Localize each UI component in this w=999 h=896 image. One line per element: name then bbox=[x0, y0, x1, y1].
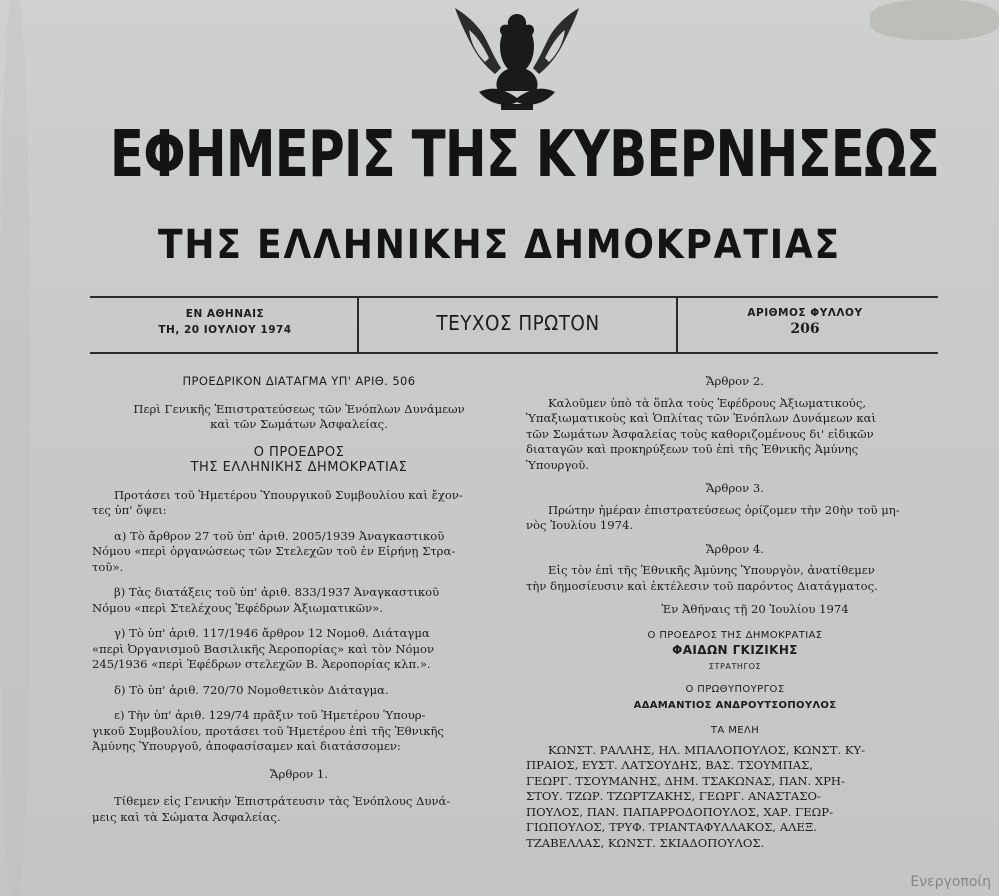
issue-date: ΤΗ, 20 ΙΟΥΛΙΟΥ 1974 bbox=[158, 324, 292, 336]
members-line: ΓΙΩΠΟΥΛΟΣ, ΤΡΥΦ. ΤΡΙΑΝΤΑΦΥΛΛΑΚΟΣ, ΑΛΕΞ. bbox=[526, 820, 817, 834]
sheet-number: 206 bbox=[790, 321, 820, 337]
item-line: «περὶ Ὀργανισμοῦ Βασιλικῆς Ἀεροπορίας» καὶ τὸν Νόμον bbox=[92, 641, 435, 656]
item-line: Ἀμύνης Ὑπουργοῦ, ἀποφασίσαμεν καὶ διατάσσομεν: bbox=[92, 739, 401, 753]
issue-bar-bottom-rule bbox=[90, 352, 938, 354]
issue-sheet bbox=[690, 305, 920, 337]
members-line: ΣΤΟΥ. ΤΖΩΡ. ΤΖΩΡΤΖΑΚΗΣ, ΓΕΩΡΓ. ΑΝΑΣΤΑΣΟ- bbox=[526, 789, 821, 803]
item-line: Νόμου «περὶ ὀργανώσεως τῶν Στελεχῶν τοῦ ἐν Εἰρήνῃ Στρα- bbox=[92, 544, 456, 558]
pm-name: ΑΔΑΜΑΝΤΙΟΣ ΑΝΔΡΟΥΤΣΟΠΟΥΛΟΣ bbox=[633, 699, 837, 711]
article-line: νὸς Ἰουλίου 1974. bbox=[526, 518, 634, 532]
item-line: Νόμου «περὶ Στελέχους Ἐφέδρων Ἀξιωματικῶν». bbox=[92, 600, 383, 615]
pm-title: Ο ΠΡΩΘΥΠΟΥΡΓΟΣ bbox=[685, 684, 785, 695]
article-line: Ὑπαξιωματικοὺς καὶ Ὁπλίτας τῶν Ἐνόπλων Δυνάμεων καὶ bbox=[526, 411, 876, 425]
place-date: Ἐν Ἀθήναις τῇ 20 Ἰουλίου 1974 bbox=[661, 602, 849, 616]
issue-bar-divider bbox=[357, 298, 359, 352]
item-line: α) Τὸ ἄρθρον 27 τοῦ ὑπ' ἀριθ. 2005/1939 Ἀναγκαστικοῦ bbox=[114, 528, 445, 543]
preamble-line: τες ὑπ' ὄψει: bbox=[92, 503, 167, 517]
members-line: ΚΩΝΣΤ. ΡΑΛΛΗΣ, ΗΛ. ΜΠΑΛΟΠΟΥΛΟΣ, ΚΩΝΣΤ. ΚΥ- bbox=[548, 742, 866, 757]
article-line: Καλοῦμεν ὑπὸ τὰ ὅπλα τοὺς Ἐφέδρους Ἀξιωματικούς, bbox=[548, 395, 867, 410]
list-item bbox=[92, 683, 506, 699]
item-line: 245/1936 «περὶ Ἐφέδρων στελεχῶν Β. Ἀεροπορίας κλπ.». bbox=[92, 657, 431, 671]
article-heading: Ἄρθρον 4. bbox=[706, 541, 764, 556]
item-line: γικοῦ Συμβουλίου, προτάσει τοῦ Ἡμετέρου ἐπὶ τῆς Ἐθνικῆς bbox=[92, 723, 444, 738]
article-line: Εἰς τὸν ἐπὶ τῆς Ἐθνικῆς Ἀμύνης Ὑπουργὸν, ἀνατίθεμεν bbox=[548, 563, 875, 577]
signer-rank: ΣΤΡΑΤΗΓΟΣ bbox=[708, 661, 762, 671]
preamble-line: Προτάσει τοῦ Ἡμετέρου Ὑπουργικοῦ Συμβουλίου καὶ ἔχον- bbox=[114, 487, 463, 502]
list-item bbox=[92, 585, 506, 616]
issue-bar-divider bbox=[676, 298, 678, 352]
article-heading: Ἄρθρον 2. bbox=[706, 374, 764, 388]
president-heading: ΤΗΣ ΕΛΛΗΝΙΚΗΣ ΔΗΜΟΚΡΑΤΙΑΣ bbox=[190, 460, 408, 475]
item-line: τοῦ». bbox=[92, 559, 124, 574]
article-line: διαταγῶν καὶ προκηρύξεων τοῦ ἐπὶ τῆς Ἐθνικῆς Ἀμύνης bbox=[526, 442, 859, 456]
issue-place-date bbox=[110, 306, 340, 338]
members-line: ΤΖΑΒΕΛΛΑΣ, ΚΩΝΣΤ. ΣΚΙΑΔΟΠΟΥΛΟΣ. bbox=[526, 835, 765, 850]
members-line: ΓΕΩΡΓ. ΤΣΟΥΜΑΝΗΣ, ΔΗΜ. ΤΣΑΚΩΝΑΣ, ΠΑΝ. ΧΡΗ- bbox=[526, 773, 845, 788]
article-line: τῶν Σωμάτων Ἀσφαλείας τοὺς καθοριζομένους δι' εἰδικῶν bbox=[526, 426, 874, 441]
members-title: ΤΑ ΜΕΛΗ bbox=[710, 725, 760, 736]
sheet-label: ΑΡΙΘΜΟΣ ΦΥΛΛΟΥ bbox=[747, 307, 863, 319]
article-line: Πρώτην ἡμέραν ἐπιστρατεύσεως ὁρίζομεν τὴν 20ὴν τοῦ μη- bbox=[548, 502, 900, 517]
page-edge-shade bbox=[0, 0, 30, 896]
members-line: ΠΡΑΙΟΣ, ΕΥΣΤ. ΛΑΤΣΟΥΔΗΣ, ΒΑΣ. ΤΣΟΥΜΠΑΣ, bbox=[526, 758, 814, 772]
item-line: δ) Τὸ ὑπ' ἀριθ. 720/70 Νομοθετικὸν Διάταγμα. bbox=[114, 682, 389, 697]
item-line: β) Τὰς διατάξεις τοῦ ὑπ' ἀριθ. 833/1937 Ἀναγκαστικοῦ bbox=[114, 585, 440, 599]
members-line: ΠΟΥΛΟΣ, ΠΑΝ. ΠΑΠΑΡΡΟΔΟΠΟΥΛΟΣ, ΧΑΡ. ΓΕΩΡ- bbox=[526, 804, 834, 819]
watermark: Ενεργοποίη bbox=[910, 874, 991, 890]
masthead-title: ΕΦΗΜΕΡΙΣ ΤΗΣ ΚΥΒΕΡΝΗΣΕΩΣ bbox=[109, 118, 940, 192]
president-heading: Ο ΠΡΟΕΔΡΟΣ bbox=[253, 444, 345, 460]
item-line: γ) Τὸ ὑπ' ἀριθ. 117/1946 ἄρθρον 12 Νομοθ. Διάταγμα bbox=[114, 626, 430, 640]
right-column bbox=[526, 374, 944, 851]
eagle-emblem-icon bbox=[445, 0, 589, 112]
list-item bbox=[92, 708, 506, 755]
article-line: μεις καὶ τὰ Σώματα Ἀσφαλείας. bbox=[92, 809, 281, 824]
article-line: τὴν δημοσίευσιν καὶ ἐκτέλεσιν τοῦ παρόντος Διατάγματος. bbox=[526, 578, 878, 593]
article-heading: Ἄρθρον 3. bbox=[706, 481, 764, 495]
decree-subject-line: καὶ τῶν Σωμάτων Ἀσφαλείας. bbox=[210, 417, 388, 431]
decree-title: ΠΡΟΕΔΡΙΚΟΝ ΔΙΑΤΑΓΜΑ ΥΠ' ΑΡΙΘ. 506 bbox=[182, 374, 416, 388]
signer-title: Ο ΠΡΟΕΔΡΟΣ ΤΗΣ ΔΗΜΟΚΡΑΤΙΑΣ bbox=[647, 629, 823, 641]
article-line: Ὑπουργοῦ. bbox=[526, 457, 589, 472]
list-item bbox=[92, 529, 506, 576]
list-item bbox=[92, 626, 506, 673]
issue-bar-top-rule bbox=[90, 296, 938, 298]
page-stain bbox=[870, 0, 999, 40]
article-heading: Ἄρθρον 1. bbox=[270, 766, 328, 781]
signer-name: ΦΑΙΔΩΝ ΓΚΙΖΙΚΗΣ bbox=[672, 643, 798, 657]
issue-place: ΕΝ ΑΘΗΝΑΙΣ bbox=[185, 308, 265, 320]
decree-subject-line: Περὶ Γενικῆς Ἐπιστρατεύσεως τῶν Ἐνόπλων Δυνάμεων bbox=[133, 401, 465, 416]
masthead-subtitle: ΤΗΣ ΕΛΛΗΝΙΚΗΣ ΔΗΜΟΚΡΑΤΙΑΣ bbox=[158, 222, 841, 268]
article-line: Τίθεμεν εἰς Γενικὴν Ἐπιστράτευσιν τὰς Ἐνόπλους Δυνά- bbox=[114, 794, 451, 808]
left-column bbox=[92, 374, 506, 825]
item-line: ε) Τὴν ὑπ' ἀριθ. 129/74 πρᾶξιν τοῦ Ἡμετέρου Ὑπουρ- bbox=[114, 708, 426, 722]
issue-series: ΤΕΥΧΟΣ ΠΡΩΤΟΝ bbox=[436, 311, 600, 335]
